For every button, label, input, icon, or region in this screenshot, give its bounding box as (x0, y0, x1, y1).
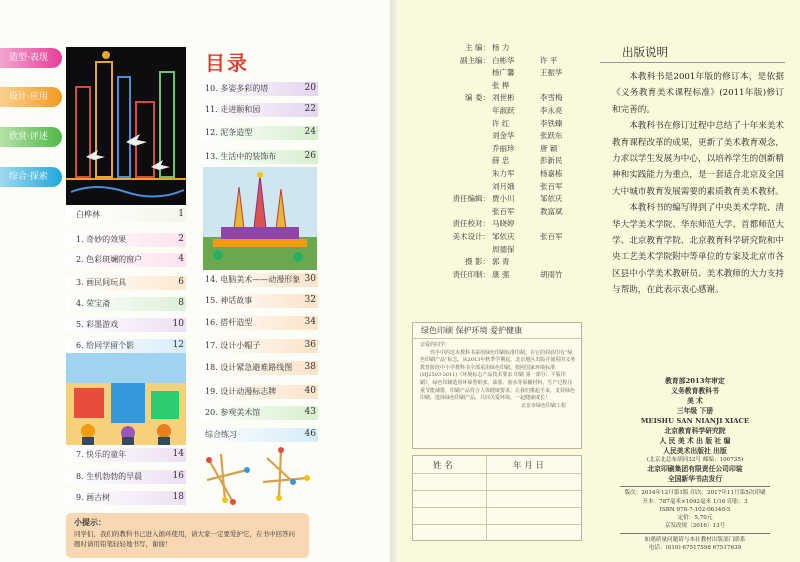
toc-label: 3. 画民间玩具 (76, 278, 127, 287)
credit-role: 美术设计： (452, 231, 490, 241)
credit-row (412, 256, 587, 269)
toc-page: 16 (172, 471, 184, 481)
toc-entry[interactable] (0, 126, 330, 140)
tip-box (66, 513, 309, 558)
publication-paragraph: 本教科书是2001年版的修订本，是依据《义务教育美术课程标准》(2011年版)修订和完善的。 (612, 72, 784, 115)
toc-entry[interactable] (0, 385, 330, 399)
tip-text: 同学们，我们的教科书已进入循环使用，请大家一定要爱护它，在书中回答问题时请用铅笔轻轻地书写，谢谢！ (74, 530, 295, 548)
title-divider (600, 62, 785, 63)
credit-name: 刘月娥 (492, 181, 515, 191)
pagoda-painting (203, 167, 317, 270)
toc-page: 18 (172, 492, 184, 502)
credit-role: 责任编辑： (452, 194, 490, 204)
credit-name: 邹依庆 (492, 231, 515, 241)
editorial-credits (412, 42, 587, 281)
credit-name: 杨嘉栋 (540, 168, 563, 178)
toc-label: 2. 色彩斑斓的窗户 (76, 255, 143, 264)
subject-line: 美 术 (687, 397, 703, 405)
price-line: 定价：5.70元 (677, 515, 713, 522)
credit-name: 唐 颖 (540, 143, 558, 153)
publication-paragraph: 本教科书在修订过程中总结了十年来美术教育课程改革的成果，更新了美术教育观念，力求以学生发展为中心，以培养学生的创新精神和实践能力为重点，是一套适合北京及全国大中城市教育发展需要的素质教育美术教材。 (612, 121, 784, 197)
toc-page: 14 (172, 449, 184, 459)
credit-name: 朱力军 (492, 168, 515, 178)
toc-page: 1 (178, 209, 184, 219)
credit-name: 许 红 (492, 118, 510, 128)
credit-name: 李永亮 (540, 105, 563, 115)
credit-name: 贾小川 (492, 194, 515, 204)
publication-note-title: 出版说明 (622, 45, 668, 59)
stick-sculpture-photo (203, 440, 317, 510)
toc-entry[interactable] (0, 233, 200, 247)
tip-title: 小提示： (74, 517, 106, 527)
toc-label: 15. 神话故事 (205, 296, 253, 305)
credit-name: 许 平 (540, 55, 558, 65)
book-gutter (390, 0, 398, 562)
name-date-header (413, 456, 581, 474)
name-field-row[interactable] (413, 490, 581, 508)
tab-label: 造型·表现 (9, 53, 48, 63)
publisher-name: 人 民 美 术 出 版 社 (659, 437, 722, 445)
toc-label: 14. 电脑美术——动漫形象 (205, 275, 301, 284)
credit-role: 摄 影： (465, 257, 490, 267)
credit-row (412, 42, 587, 55)
credit-name: 张百军 (540, 231, 563, 241)
credit-name: 刘世彬 (492, 93, 515, 103)
pinyin-line: MEISHU SAN NIANJI XIACE (640, 417, 750, 425)
credit-name: 周德保 (492, 244, 515, 254)
format-line: 开本：787毫米×1092毫米 1/16 印张：3 (642, 498, 748, 505)
toc-entry[interactable] (0, 273, 330, 287)
credit-role: 责任印制： (452, 269, 490, 279)
publisher-line: 北京教育科学研究院 (664, 427, 726, 435)
toc-page: 8 (178, 298, 184, 308)
credit-name: 张跃东 (540, 131, 563, 141)
credit-row (412, 206, 587, 219)
credit-row (412, 244, 587, 257)
toc-entry[interactable] (0, 406, 330, 420)
credit-name: 白彬华 (492, 55, 515, 65)
toc-page: 46 (304, 429, 316, 439)
publisher-line: 人民美术出版社 出版 (663, 447, 727, 455)
credit-name: 郭 青 (492, 257, 510, 267)
credit-row (412, 67, 587, 80)
toc-label: 18. 设计紧急避难路线图 (205, 363, 293, 372)
printer-line: 北京印刷集团有限责任公司印装 (647, 465, 743, 474)
toc-label: 13. 生活中的装饰布 (205, 152, 277, 161)
credit-name: 马晓婷 (492, 219, 515, 229)
credit-name: 杨广馨 (492, 68, 515, 78)
toc-label: 1. 奇妙的效果 (76, 235, 127, 244)
toc-page: 40 (304, 386, 316, 396)
toc-page: 38 (304, 362, 316, 372)
toc-label: 6. 给同学留个影 (76, 341, 135, 350)
colophon (600, 376, 790, 552)
credit-row (412, 143, 587, 156)
credit-row (412, 105, 587, 118)
green-printing-text: 你手中的这本教科书采用绿色印刷标准印制，在它的封底印有“绿色印刷产品”标志。从2013年秋季学期起，北京地区出版并使用的义务教育阶段中小学教科书全部采用绿色印刷。按照国家环境标准(HJ2503-2011)《环境标志产品技术要求 印刷 第一部分：平版印刷》，绿色印刷选用环保型纸张、油墨、胶水等原辅材料，生产过程注重节能减排，印刷产品符合人体健康要求。让我们携起手来，支持绿色印刷，选择绿色印刷产品，共同关爱环境，一起健康成长！ (420, 349, 576, 402)
toc-entry[interactable] (0, 361, 330, 375)
name-date-form (412, 455, 582, 541)
toc-entry[interactable] (0, 150, 330, 164)
price-approval-line: 京发改规〔2016〕13号 (664, 523, 726, 530)
credit-row (412, 218, 587, 231)
toc-label: 20. 参观美术馆 (205, 408, 261, 417)
toc-page: 30 (304, 274, 316, 284)
toc-page: 10 (172, 319, 184, 329)
quality-footer: 如遇质量问题请与本社教材出版部门联系 (644, 536, 746, 543)
credit-name: 李雪梅 (540, 93, 563, 103)
address-line: (北京北总布胡同32号 邮编：100735) (646, 457, 744, 463)
credit-row (412, 118, 587, 131)
credit-row (412, 231, 587, 244)
toc-page: 22 (304, 104, 316, 114)
phone-footer: 电话：(010) 67517598 67517639 (648, 545, 742, 552)
credit-name: 康 强 (492, 269, 510, 279)
toc-page: 20 (304, 83, 316, 93)
distributor-line: 全国新华书店发行 (667, 475, 723, 484)
credit-role: 主 编： (465, 43, 490, 52)
toc-label: 10. 多姿多彩的塔 (205, 84, 269, 93)
tab-label: 综合·探索 (9, 172, 48, 182)
toc-label: 综合练习 (205, 430, 237, 439)
credit-row (412, 168, 587, 181)
credit-row (412, 193, 587, 206)
green-printing-greeting: 亲爱的同学： (420, 342, 451, 348)
toc-entry[interactable] (0, 82, 330, 96)
credit-name: 教富斌 (540, 206, 563, 216)
credit-row (412, 181, 587, 194)
toc-entry[interactable] (0, 448, 200, 462)
edition-line: 版次：2014年12月第1版 印次：2017年11月第5次印刷 (624, 490, 766, 497)
toc-page: 26 (304, 151, 316, 161)
contents-page (0, 0, 390, 562)
isbn-line: ISBN 978-7-102-06340-5 (659, 506, 731, 513)
credit-name: 乔丽珍 (492, 143, 515, 153)
toc-page: 24 (304, 127, 316, 137)
toc-label: 16. 搭杆造型 (205, 318, 253, 327)
credit-row (412, 155, 587, 168)
credit-name: 张 桦 (492, 80, 510, 90)
toc-entry[interactable] (0, 294, 330, 308)
toc-label: 17. 设计小帽子 (205, 341, 261, 350)
toc-label: 9. 画古树 (76, 493, 111, 502)
name-field-row[interactable] (413, 473, 581, 491)
toc-entry[interactable] (0, 253, 200, 267)
date-label: 年 月 日 (513, 461, 544, 471)
credit-name: 张百军 (540, 181, 563, 191)
tab-label: 欣赏·评述 (9, 132, 48, 142)
tab-label: 设计·应用 (9, 92, 48, 102)
toc-page: 12 (172, 340, 184, 350)
tab-modeling[interactable] (0, 48, 62, 68)
publication-note-body (612, 69, 784, 299)
toc-label: 19. 设计动漫标志牌 (205, 387, 277, 396)
credit-row (412, 80, 587, 93)
credit-name: 胡雨竹 (540, 269, 563, 279)
toc-page: 4 (178, 254, 184, 264)
toc-label: 4. 荣宝斋 (76, 299, 111, 308)
toc-entry[interactable] (0, 470, 200, 484)
credit-row (412, 55, 587, 68)
toc-label: 11. 走进颐和园 (205, 105, 261, 114)
name-field-row[interactable] (413, 524, 581, 541)
credit-name: 年淑跃 (492, 105, 515, 115)
toc-label: 12. 泥条造型 (205, 128, 253, 137)
toc-entry[interactable] (0, 103, 330, 117)
toc-page: 36 (304, 340, 316, 350)
credit-role: 副主编： (460, 55, 490, 65)
green-printing-title: 绿色印刷 保护环境 爱护健康 (413, 323, 581, 339)
toc-entry[interactable] (0, 491, 200, 505)
credit-name: 张百军 (492, 206, 515, 216)
toc-label: 7. 快乐的童年 (76, 450, 127, 459)
credit-row (412, 269, 587, 282)
toc-entry[interactable] (0, 339, 330, 353)
toc-entry[interactable] (0, 316, 330, 330)
toc-entry[interactable] (0, 428, 330, 442)
green-printing-body (420, 342, 576, 410)
credit-name: 李铁臻 (540, 118, 563, 128)
toc-page: 32 (304, 295, 316, 305)
name-field-row[interactable] (413, 507, 581, 525)
credit-role: 责任校对： (452, 219, 490, 229)
name-label: 姓 名 (433, 461, 453, 471)
toc-label: 白桦林 (76, 210, 100, 219)
credit-name: 刘金华 (492, 131, 515, 141)
tab-integrated[interactable] (0, 167, 62, 187)
credit-name: 彭新民 (540, 156, 563, 166)
credit-name: 王振华 (540, 68, 563, 78)
contents-title: 目录 (205, 51, 249, 75)
credit-role: 编 委： (465, 93, 490, 103)
toc-page: 43 (304, 407, 316, 417)
green-printing-signoff: 北京市绿色印刷工程 (520, 402, 566, 409)
credit-name: 邹依庆 (540, 194, 563, 204)
green-printing-notice (412, 322, 582, 449)
publication-paragraph: 本教科书的编写得到了中央美术学院、清华大学美术学院、华东师范大学、首都师范大学、北京教育学院、北京教育科学研究院和中央工艺美术学院附中等单位的专家及北京市各区县中小学美术教研员、美术教师的大力支持与帮助，在此表示衷心感谢。 (612, 203, 784, 296)
toc-entry[interactable] (0, 208, 200, 222)
toc-page: 34 (304, 317, 316, 327)
publisher-line (600, 436, 790, 446)
credit-row (412, 92, 587, 105)
credit-row (412, 130, 587, 143)
toc-label: 5. 彩墨游戏 (76, 320, 119, 329)
toc-label: 8. 生机勃勃的早晨 (76, 472, 143, 481)
approval-line: 教育部2013年审定 (665, 377, 725, 385)
series-line: 义务教育教科书 (671, 387, 719, 395)
toc-page: 6 (178, 277, 184, 287)
credit-name: 杨 力 (492, 43, 510, 52)
edit-tag: 编 (723, 437, 731, 445)
toc-page: 2 (178, 234, 184, 244)
grade-line: 三年级 下册 (676, 407, 714, 415)
credit-name: 薛 忠 (492, 156, 510, 166)
